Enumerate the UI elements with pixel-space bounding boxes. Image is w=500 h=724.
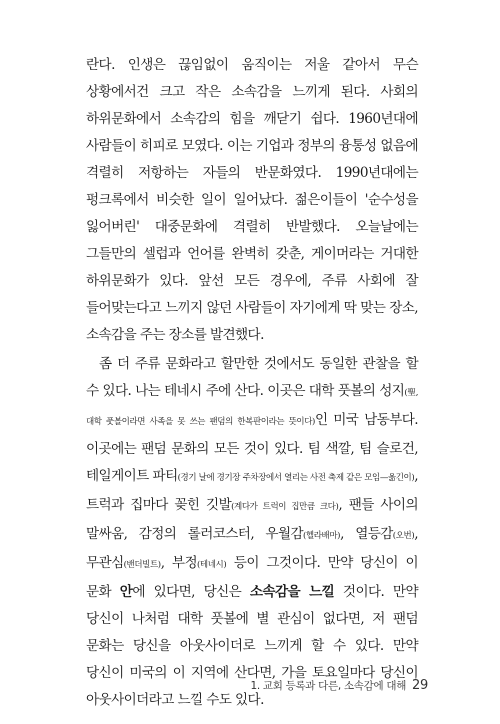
running-footer-chapter: 1. 교회 등록과 다른, 소속감에 대해 xyxy=(250,680,407,692)
emphasis-text: 소속감을 느낄 xyxy=(249,584,335,600)
paragraph-2-text: 등이 그것이다. 만약 당신이 이 문화 xyxy=(86,555,418,600)
paragraph-2-text: 것이다. 만약 당신이 나처럼 대학 풋볼에 별 관심이 없다면, 저 팬덤 문화는 당신을 아웃사이더로 느끼게 할 수 있다. 만약 당신이 미국의 이 지역에 산다면, 가을 토요일마다 당신이 아웃사이더라고 느낄 수도 있다. xyxy=(86,584,418,708)
inline-note: (계다가 트럭이 집만큼 크다) xyxy=(231,502,339,512)
page-footer xyxy=(250,678,428,693)
paragraph-2-text: 에 있다면, 당신은 xyxy=(132,584,250,600)
inline-note: (聖, 대학 풋볼이라면 사족을 못 쓰는 팬덤의 한복판이라는 뜻이다) xyxy=(86,388,419,427)
paragraph-2-text: , 트럭과 집마다 꽂힌 깃발 xyxy=(86,468,419,513)
emphasis-text: 안 xyxy=(119,584,133,600)
inline-note: (테네시) xyxy=(197,560,227,570)
paragraph-2-text: 좀 더 주류 문화라고 할만한 것에서도 동일한 관찰을 할 수 있다. 나는 테네시 주에 산다. 이곳은 대학 풋볼의 성지 xyxy=(86,356,418,399)
inline-note: (밴더빌트) xyxy=(123,560,161,570)
paragraph-2-text: 인 미국 남동부다. 이곳에는 팬덤 문화의 모든 것이 있다. 팀 색깔, 팀 슬로건, 테일게이트 파티 xyxy=(86,412,418,484)
paragraph-1: 란다. 인생은 끊임없이 움직이는 저울 같아서 무슨 상황에서건 크고 작은 소속감을 느끼게 된다. 사회의 하위문화에서 소속감의 힘을 깨닫기 쉽다. 1960년대에 사람들이 히피로 모였다. 이는 기업과 정부의 융통성 없음에 격렬히 저항하는 자들의 반문화였다. 1990년대에는 펑크록에서 비슷한 일이 일어났다. 젊은이들이 '순수성을 잃어버린' 대중문화에 격렬히 반발했다. 오늘날에는 그들만의 셀럽과 언어를 완벽히 갖춘, 게이머라는 거대한 하위문화가 있다. 앞선 모든 경우에, 주류 사회에 잘 들어맞는다고 느끼지 않던 사람들이 자기에게 딱 맞는 장소, 소속감을 주는 장소를 발견했다. xyxy=(86,57,418,343)
inline-note: (오번) xyxy=(392,531,415,541)
book-page-text xyxy=(86,52,418,714)
page-number: 29 xyxy=(412,678,428,693)
inline-note: (경기 날에 경기장 주차장에서 열리는 사전 축제 같은 모임—옮긴이) xyxy=(177,473,415,483)
paragraph-2-text: , 열등감 xyxy=(340,526,393,542)
paragraph-2-text: , 팬들 사이의 말싸움, 감정의 롤러코스터, 우월감 xyxy=(86,497,418,542)
paragraph-2-text: , 부정 xyxy=(160,555,197,571)
paragraph-2-text: , 무관심 xyxy=(86,526,418,571)
paragraph-2 xyxy=(86,351,418,714)
inline-note: (헬라배마) xyxy=(303,531,341,541)
